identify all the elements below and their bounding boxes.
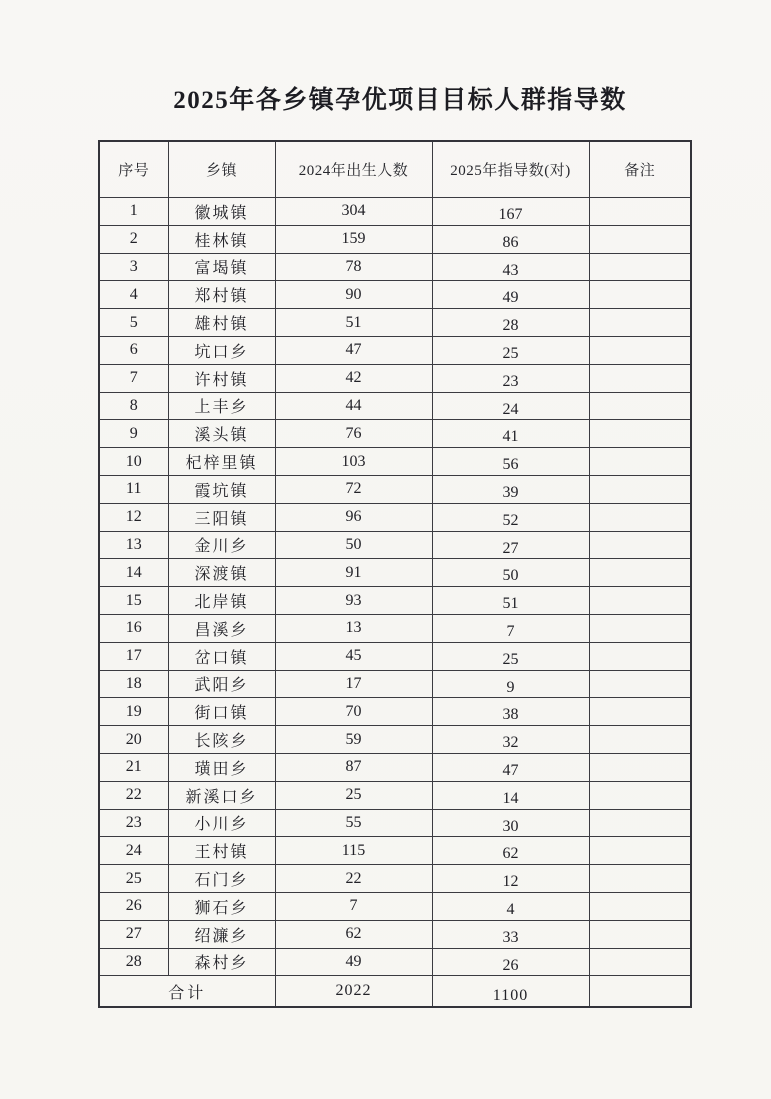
- row-index: 3: [99, 253, 168, 281]
- row-remark: [589, 948, 691, 976]
- table-row: [99, 892, 691, 920]
- table-row: [99, 448, 691, 476]
- row-index: 16: [99, 614, 168, 642]
- row-births: 87: [275, 753, 432, 781]
- row-births: 22: [275, 865, 432, 893]
- header-cell-guidance: 2025年指导数(对): [432, 141, 589, 198]
- row-town: 郑村镇: [168, 281, 275, 309]
- row-remark: [589, 920, 691, 948]
- row-remark: [589, 392, 691, 420]
- table-row: [99, 559, 691, 587]
- row-remark: [589, 364, 691, 392]
- row-town: 王村镇: [168, 837, 275, 865]
- total-births: 2022: [275, 976, 432, 1008]
- row-remark: [589, 670, 691, 698]
- row-remark: [589, 225, 691, 253]
- row-remark: [589, 809, 691, 837]
- row-guidance: 25: [432, 642, 589, 670]
- row-town: 武阳乡: [168, 670, 275, 698]
- table-row: [99, 420, 691, 448]
- row-remark: [589, 420, 691, 448]
- row-index: 11: [99, 475, 168, 503]
- row-births: 51: [275, 309, 432, 337]
- row-births: 70: [275, 698, 432, 726]
- row-index: 27: [99, 920, 168, 948]
- row-town: 许村镇: [168, 364, 275, 392]
- table-row: [99, 642, 691, 670]
- row-index: 22: [99, 781, 168, 809]
- row-town: 三阳镇: [168, 503, 275, 531]
- row-births: 96: [275, 503, 432, 531]
- row-index: 24: [99, 837, 168, 865]
- row-guidance: 47: [432, 753, 589, 781]
- row-births: 76: [275, 420, 432, 448]
- row-guidance: 167: [432, 198, 589, 226]
- table-row: [99, 753, 691, 781]
- row-remark: [589, 642, 691, 670]
- row-index: 28: [99, 948, 168, 976]
- row-remark: [589, 198, 691, 226]
- table-row: [99, 475, 691, 503]
- table-row: [99, 948, 691, 976]
- row-remark: [589, 837, 691, 865]
- row-index: 6: [99, 336, 168, 364]
- row-births: 304: [275, 198, 432, 226]
- row-remark: [589, 559, 691, 587]
- table-row: [99, 309, 691, 337]
- row-town: 坑口乡: [168, 336, 275, 364]
- row-remark: [589, 865, 691, 893]
- row-births: 49: [275, 948, 432, 976]
- row-guidance: 32: [432, 726, 589, 754]
- row-town: 富堨镇: [168, 253, 275, 281]
- row-index: 7: [99, 364, 168, 392]
- table-row: [99, 225, 691, 253]
- row-index: 23: [99, 809, 168, 837]
- row-town: 森村乡: [168, 948, 275, 976]
- total-row: [99, 976, 691, 1008]
- row-town: 昌溪乡: [168, 614, 275, 642]
- table-header: [99, 141, 691, 198]
- row-town: 溪头镇: [168, 420, 275, 448]
- row-births: 47: [275, 336, 432, 364]
- row-index: 25: [99, 865, 168, 893]
- table-row: [99, 865, 691, 893]
- row-index: 12: [99, 503, 168, 531]
- table-row: [99, 614, 691, 642]
- row-births: 159: [275, 225, 432, 253]
- row-remark: [589, 309, 691, 337]
- row-births: 72: [275, 475, 432, 503]
- row-guidance: 50: [432, 559, 589, 587]
- row-guidance: 14: [432, 781, 589, 809]
- row-births: 90: [275, 281, 432, 309]
- row-guidance: 51: [432, 587, 589, 615]
- row-guidance: 56: [432, 448, 589, 476]
- total-remark: [589, 976, 691, 1008]
- table-row: [99, 392, 691, 420]
- row-index: 1: [99, 198, 168, 226]
- row-births: 25: [275, 781, 432, 809]
- guidance-table: [98, 140, 692, 1008]
- table-row: [99, 587, 691, 615]
- row-remark: [589, 281, 691, 309]
- table-row: [99, 920, 691, 948]
- row-town: 小川乡: [168, 809, 275, 837]
- row-index: 17: [99, 642, 168, 670]
- row-index: 8: [99, 392, 168, 420]
- row-town: 石门乡: [168, 865, 275, 893]
- total-guidance: 1100: [432, 976, 589, 1008]
- row-remark: [589, 892, 691, 920]
- row-births: 17: [275, 670, 432, 698]
- row-town: 徽城镇: [168, 198, 275, 226]
- row-town: 新溪口乡: [168, 781, 275, 809]
- row-index: 9: [99, 420, 168, 448]
- row-index: 19: [99, 698, 168, 726]
- row-guidance: 12: [432, 865, 589, 893]
- row-index: 4: [99, 281, 168, 309]
- row-remark: [589, 253, 691, 281]
- row-guidance: 43: [432, 253, 589, 281]
- row-guidance: 25: [432, 336, 589, 364]
- row-remark: [589, 475, 691, 503]
- row-index: 18: [99, 670, 168, 698]
- row-births: 103: [275, 448, 432, 476]
- row-births: 44: [275, 392, 432, 420]
- row-remark: [589, 448, 691, 476]
- row-town: 璜田乡: [168, 753, 275, 781]
- row-births: 59: [275, 726, 432, 754]
- row-births: 78: [275, 253, 432, 281]
- table-row: [99, 336, 691, 364]
- row-guidance: 39: [432, 475, 589, 503]
- table-footer: [99, 976, 691, 1008]
- table-row: [99, 281, 691, 309]
- row-town: 杞梓里镇: [168, 448, 275, 476]
- row-guidance: 23: [432, 364, 589, 392]
- row-town: 雄村镇: [168, 309, 275, 337]
- row-guidance: 41: [432, 420, 589, 448]
- row-town: 北岸镇: [168, 587, 275, 615]
- row-index: 26: [99, 892, 168, 920]
- row-index: 20: [99, 726, 168, 754]
- row-births: 62: [275, 920, 432, 948]
- row-remark: [589, 531, 691, 559]
- header-cell-town: 乡镇: [168, 141, 275, 198]
- row-guidance: 86: [432, 225, 589, 253]
- table-row: [99, 781, 691, 809]
- row-remark: [589, 587, 691, 615]
- row-births: 42: [275, 364, 432, 392]
- row-remark: [589, 726, 691, 754]
- row-births: 7: [275, 892, 432, 920]
- row-index: 21: [99, 753, 168, 781]
- row-town: 上丰乡: [168, 392, 275, 420]
- row-guidance: 27: [432, 531, 589, 559]
- row-town: 绍濂乡: [168, 920, 275, 948]
- row-town: 霞坑镇: [168, 475, 275, 503]
- header-cell-remark: 备注: [589, 141, 691, 198]
- row-guidance: 7: [432, 614, 589, 642]
- row-guidance: 33: [432, 920, 589, 948]
- row-town: 桂林镇: [168, 225, 275, 253]
- row-town: 街口镇: [168, 698, 275, 726]
- row-guidance: 26: [432, 948, 589, 976]
- row-guidance: 9: [432, 670, 589, 698]
- row-town: 狮石乡: [168, 892, 275, 920]
- row-remark: [589, 781, 691, 809]
- table-body: [99, 198, 691, 976]
- row-guidance: 4: [432, 892, 589, 920]
- row-index: 2: [99, 225, 168, 253]
- row-guidance: 28: [432, 309, 589, 337]
- row-remark: [589, 503, 691, 531]
- row-remark: [589, 336, 691, 364]
- row-guidance: 62: [432, 837, 589, 865]
- row-guidance: 24: [432, 392, 589, 420]
- table-row: [99, 364, 691, 392]
- row-index: 13: [99, 531, 168, 559]
- row-town: 岔口镇: [168, 642, 275, 670]
- table-row: [99, 837, 691, 865]
- table-row: [99, 670, 691, 698]
- table-row: [99, 726, 691, 754]
- table-row: [99, 698, 691, 726]
- table-row: [99, 809, 691, 837]
- row-town: 长陔乡: [168, 726, 275, 754]
- header-cell-births: 2024年出生人数: [275, 141, 432, 198]
- row-guidance: 49: [432, 281, 589, 309]
- page-title: 2025年各乡镇孕优项目目标人群指导数: [173, 87, 627, 114]
- row-index: 14: [99, 559, 168, 587]
- row-remark: [589, 698, 691, 726]
- row-guidance: 30: [432, 809, 589, 837]
- row-guidance: 38: [432, 698, 589, 726]
- table-row: [99, 531, 691, 559]
- row-births: 91: [275, 559, 432, 587]
- row-births: 45: [275, 642, 432, 670]
- table-row: [99, 198, 691, 226]
- row-births: 50: [275, 531, 432, 559]
- row-town: 金川乡: [168, 531, 275, 559]
- header-cell-index: 序号: [99, 141, 168, 198]
- row-town: 深渡镇: [168, 559, 275, 587]
- total-label: 合计: [99, 976, 275, 1008]
- header-row: [99, 141, 691, 198]
- row-births: 93: [275, 587, 432, 615]
- row-index: 15: [99, 587, 168, 615]
- row-births: 55: [275, 809, 432, 837]
- row-guidance: 52: [432, 503, 589, 531]
- table-row: [99, 253, 691, 281]
- row-births: 115: [275, 837, 432, 865]
- table-row: [99, 503, 691, 531]
- row-remark: [589, 753, 691, 781]
- row-births: 13: [275, 614, 432, 642]
- row-index: 10: [99, 448, 168, 476]
- row-index: 5: [99, 309, 168, 337]
- row-remark: [589, 614, 691, 642]
